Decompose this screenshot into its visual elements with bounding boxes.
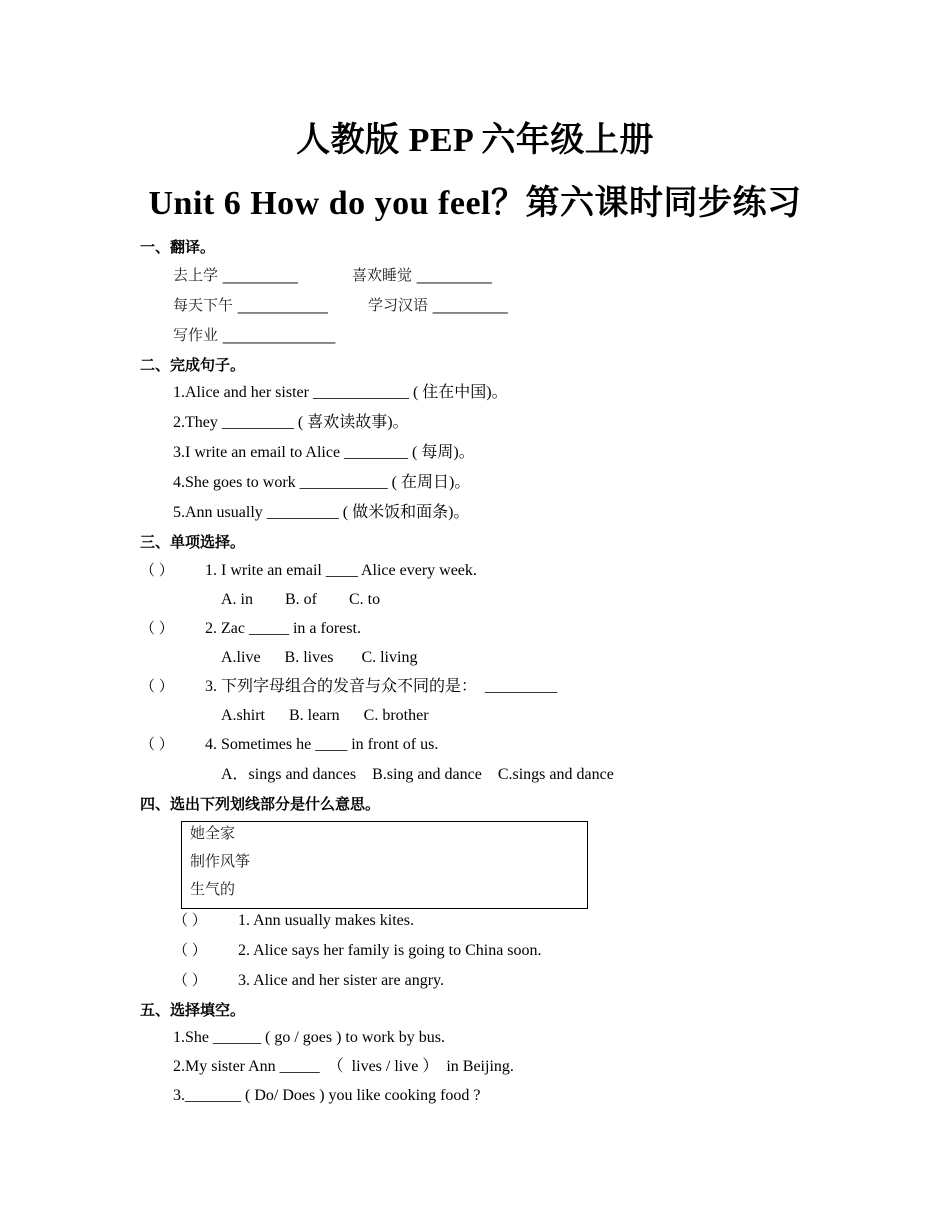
question: 3. 下列字母组合的发音与众不同的是： _________ (205, 678, 558, 695)
answer-paren: （ ） (173, 913, 207, 929)
sentence-item: 2.They _________ ( 喜欢读故事)。 (173, 414, 409, 431)
sentence-item: 1.Alice and her sister ____________ ( 住在中国)。 (173, 384, 508, 401)
section4-heading: 四、选出下列划线部分是什么意思。 (140, 795, 381, 813)
options: A.shirt B. learn C. brother (221, 707, 429, 724)
question: 2. Alice says her family is going to China soon. (238, 942, 542, 959)
box-item: 她全家 (190, 824, 236, 842)
section1-heading: 一、翻译。 (140, 238, 216, 256)
options: A．sings and dances B.sing and dance C.sings and dance (221, 766, 614, 783)
answer-paren: （ ） (173, 973, 207, 989)
section5-heading: 五、选择填空。 (140, 1001, 246, 1019)
word-box (181, 821, 588, 909)
options: A. in B. of C. to (221, 591, 381, 608)
translate-item: 学习汉语 __________ (368, 296, 508, 314)
sentence-item: 4.She goes to work ___________ ( 在周日)。 (173, 474, 471, 491)
box-item: 制作风筝 (190, 852, 251, 870)
section2-heading: 二、完成句子。 (140, 356, 246, 374)
answer-paren: （ ） (140, 679, 174, 695)
fill-item: 2.My sister Ann _____ （ lives / live ） in Beijing. (173, 1058, 514, 1075)
box-item: 生气的 (190, 880, 236, 898)
fill-item: 3._______ ( Do/ Does ) you like cooking food ? (173, 1087, 481, 1104)
question: 4. Sometimes he ____ in front of us. (205, 736, 439, 753)
question: 2. Zac _____ in a forest. (205, 620, 361, 637)
options: A.live B. lives C. living (221, 649, 418, 666)
title-line-1: 人教版 PEP 六年级上册 (296, 122, 654, 159)
answer-paren: （ ） (140, 621, 174, 637)
question: 1. I write an email ____ Alice every week. (205, 562, 477, 579)
translate-item: 去上学 __________ (173, 266, 298, 284)
question: 1. Ann usually makes kites. (238, 912, 414, 929)
answer-paren: （ ） (140, 563, 174, 579)
sentence-item: 3.I write an email to Alice ________ ( 每周)。 (173, 444, 475, 461)
answer-paren: （ ） (140, 737, 174, 753)
question: 3. Alice and her sister are angry. (238, 972, 444, 989)
title-line-2: Unit 6 How do you feel？第六课时同步练习 (148, 185, 802, 222)
section3-heading: 三、单项选择。 (140, 533, 246, 551)
sentence-item: 5.Ann usually _________ ( 做米饭和面条)。 (173, 504, 470, 521)
translate-item: 每天下午 ____________ (173, 296, 328, 314)
translate-item: 写作业 _______________ (173, 326, 336, 344)
answer-paren: （ ） (173, 943, 207, 959)
fill-item: 1.She ______ ( go / goes ) to work by bus. (173, 1029, 445, 1046)
translate-item: 喜欢睡觉 __________ (352, 266, 492, 284)
